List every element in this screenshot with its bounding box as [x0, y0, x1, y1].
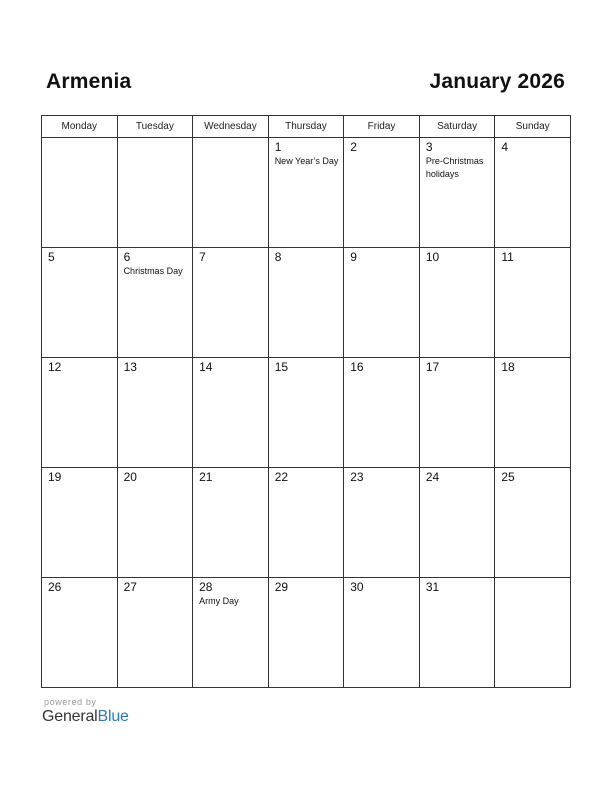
- week-row: [42, 248, 571, 358]
- holiday-label: New Year’s Day: [274, 156, 339, 166]
- day-number: 1: [274, 140, 282, 154]
- day-cell: [344, 138, 420, 248]
- day-cell: [42, 578, 118, 688]
- week-row: [42, 138, 571, 248]
- day-number: 18: [501, 360, 515, 374]
- brand-general-text: General: [42, 708, 98, 725]
- day-number: 24: [425, 470, 440, 484]
- weekday-saturday: Saturday: [419, 116, 495, 138]
- day-number: 20: [123, 470, 137, 484]
- day-number: 15: [274, 360, 289, 374]
- day-number: 27: [123, 580, 137, 594]
- country-title: Armenia: [46, 70, 132, 93]
- day-cell: [268, 578, 344, 688]
- day-number: 17: [425, 360, 440, 374]
- month-year-title: January 2026: [429, 70, 565, 93]
- day-number: 28: [199, 580, 213, 594]
- weekday-sunday: Sunday: [495, 116, 571, 138]
- weekday-thursday: Thursday: [268, 116, 344, 138]
- day-cell: [419, 358, 495, 468]
- day-cell: [42, 248, 118, 358]
- day-number: 3: [425, 140, 433, 154]
- day-number: 10: [425, 250, 440, 264]
- day-cell: [193, 138, 269, 248]
- day-number: 23: [350, 470, 364, 484]
- brand-blue-text: Blue: [97, 708, 129, 725]
- day-cell: [42, 358, 118, 468]
- day-cell: [193, 578, 269, 688]
- day-cell: [268, 138, 344, 248]
- day-number: 21: [199, 470, 213, 484]
- day-number: 29: [274, 580, 289, 594]
- day-number: 26: [48, 580, 62, 594]
- calendar-grid: [41, 115, 571, 688]
- day-cell: [268, 358, 344, 468]
- day-cell: [495, 358, 571, 468]
- day-cell: [344, 468, 420, 578]
- day-cell: [495, 138, 571, 248]
- powered-by-label: powered by: [44, 697, 97, 707]
- day-number: 14: [199, 360, 213, 374]
- day-cell: [495, 248, 571, 358]
- day-cell: [193, 358, 269, 468]
- day-cell: [268, 248, 344, 358]
- day-cell: [117, 358, 193, 468]
- day-number: 22: [274, 470, 289, 484]
- day-cell: [117, 138, 193, 248]
- day-number: 19: [48, 470, 62, 484]
- day-cell: [495, 578, 571, 688]
- day-number: 6: [123, 250, 131, 264]
- holiday-label: Christmas Day: [123, 266, 183, 276]
- day-cell: [344, 578, 420, 688]
- day-cell: [268, 468, 344, 578]
- day-number: 8: [274, 250, 282, 264]
- day-cell: [419, 578, 495, 688]
- day-cell: [117, 248, 193, 358]
- day-number: 9: [350, 250, 357, 264]
- day-cell: [495, 468, 571, 578]
- day-cell: [193, 248, 269, 358]
- generalblue-logo[interactable]: [42, 708, 129, 726]
- weekday-tuesday: Tuesday: [117, 116, 193, 138]
- day-number: 2: [350, 140, 357, 154]
- holiday-label: Pre-Christmas holidays: [425, 156, 484, 179]
- day-number: 7: [199, 250, 206, 264]
- day-cell: [193, 468, 269, 578]
- day-cell: [42, 468, 118, 578]
- week-row: [42, 578, 571, 688]
- day-cell: [344, 358, 420, 468]
- day-cell: [419, 468, 495, 578]
- day-cell: [42, 138, 118, 248]
- day-cell: [117, 468, 193, 578]
- day-number: 5: [48, 250, 55, 264]
- day-number: 12: [48, 360, 62, 374]
- holiday-label: Army Day: [199, 596, 239, 606]
- day-cell: [117, 578, 193, 688]
- day-number: 30: [350, 580, 364, 594]
- weekday-wednesday: Wednesday: [193, 116, 269, 138]
- week-row: [42, 358, 571, 468]
- day-cell: [344, 248, 420, 358]
- day-cell: [419, 138, 495, 248]
- day-number: 4: [501, 140, 509, 154]
- day-number: 11: [501, 250, 514, 264]
- weekday-monday: Monday: [42, 116, 118, 138]
- day-number: 31: [425, 580, 440, 594]
- day-cell: [419, 248, 495, 358]
- day-number: 16: [350, 360, 364, 374]
- week-row: [42, 468, 571, 578]
- weekday-header-row: [42, 116, 571, 138]
- day-number: 25: [501, 470, 515, 484]
- day-number: 13: [123, 360, 137, 374]
- weekday-friday: Friday: [344, 116, 420, 138]
